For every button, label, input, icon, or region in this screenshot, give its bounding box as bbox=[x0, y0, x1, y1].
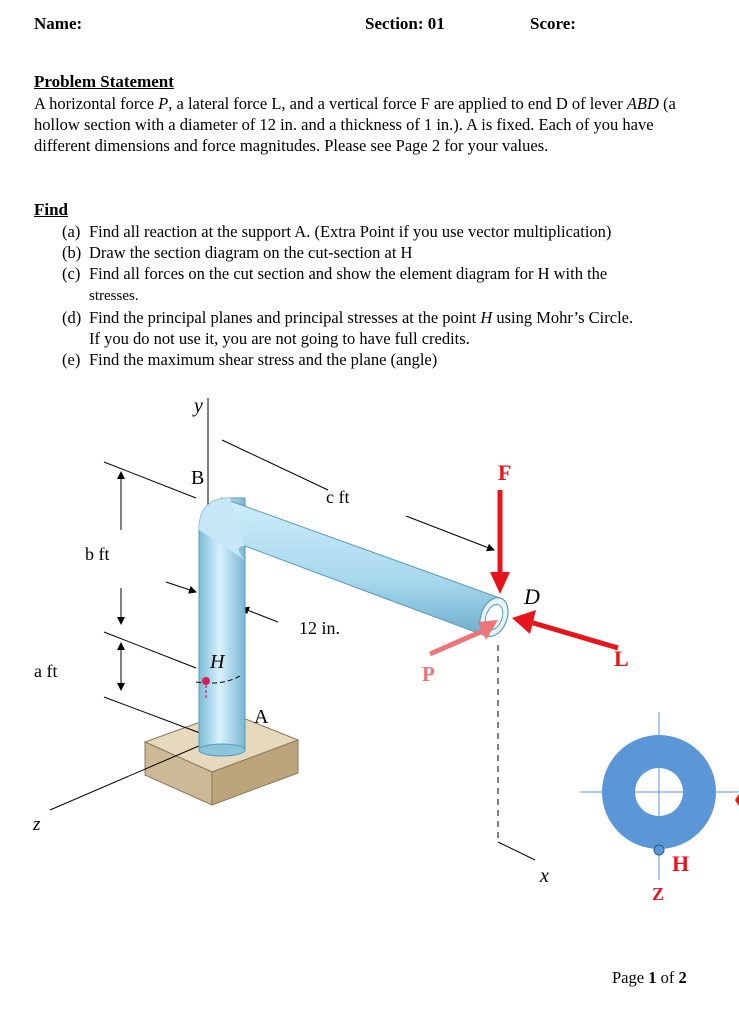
find-item: (b) Draw the section diagram on the cut-section at H bbox=[62, 243, 413, 262]
point-b-label: B bbox=[191, 467, 205, 489]
find-item: (a) Find all reaction at the support A. (Extra Point if you use vector multiplication) bbox=[62, 222, 612, 241]
find-list bbox=[62, 221, 712, 370]
z-axis-label: z bbox=[33, 814, 41, 835]
score-label: Score: bbox=[530, 14, 576, 33]
find-item: (e) Find the maximum shear stress and the plane (angle) bbox=[62, 350, 438, 369]
dim-diameter-label: 12 in. bbox=[299, 618, 341, 638]
y-axis-label: y bbox=[194, 395, 203, 417]
force-p-label: P bbox=[422, 662, 435, 686]
lever-pipe bbox=[199, 498, 513, 756]
force-l-arrow bbox=[512, 610, 618, 648]
problem-statement: A horizontal force P, a lateral force L, and a vertical force F are applied to end D of lever ABD (a hollow section with a diameter of 12 in. and a thickness of 1 in.). A is fixed. Each of you have different dimensions and force magnitudes. Please see Page 2 for your values. bbox=[34, 94, 676, 155]
x-axis-line bbox=[498, 842, 535, 860]
point-h-label: H bbox=[210, 651, 225, 673]
cross-section-h bbox=[580, 712, 739, 880]
force-l-label: L bbox=[614, 646, 629, 671]
problem-title: Problem Statement bbox=[34, 72, 174, 91]
find-item: (c) Find all forces on the cut section and show the element diagram for H with the stresses. bbox=[62, 264, 608, 304]
section-h-label: H bbox=[672, 851, 690, 876]
force-f-label: F bbox=[498, 460, 512, 485]
dim-b-label: b ft bbox=[85, 544, 110, 564]
lever-figure bbox=[0, 380, 739, 920]
force-f-arrow bbox=[490, 490, 510, 594]
find-title: Find bbox=[34, 200, 69, 219]
x-axis-label: x bbox=[540, 865, 549, 887]
dim-a-label: a ft bbox=[34, 661, 58, 681]
section-label: Section: 01 bbox=[365, 14, 445, 33]
point-a-label: A bbox=[254, 706, 269, 728]
page-footer: Page 1 of 2 bbox=[612, 968, 687, 987]
point-d-label: D bbox=[524, 584, 540, 609]
dim-c-label: c ft bbox=[326, 487, 350, 507]
section-z-label: Z bbox=[652, 884, 665, 904]
name-label: Name: bbox=[34, 14, 83, 33]
find-item: (d) Find the principal planes and principal stresses at the point H using Mohr’s Circle. If you do not use it, you are not going to have full credits. bbox=[62, 308, 634, 348]
